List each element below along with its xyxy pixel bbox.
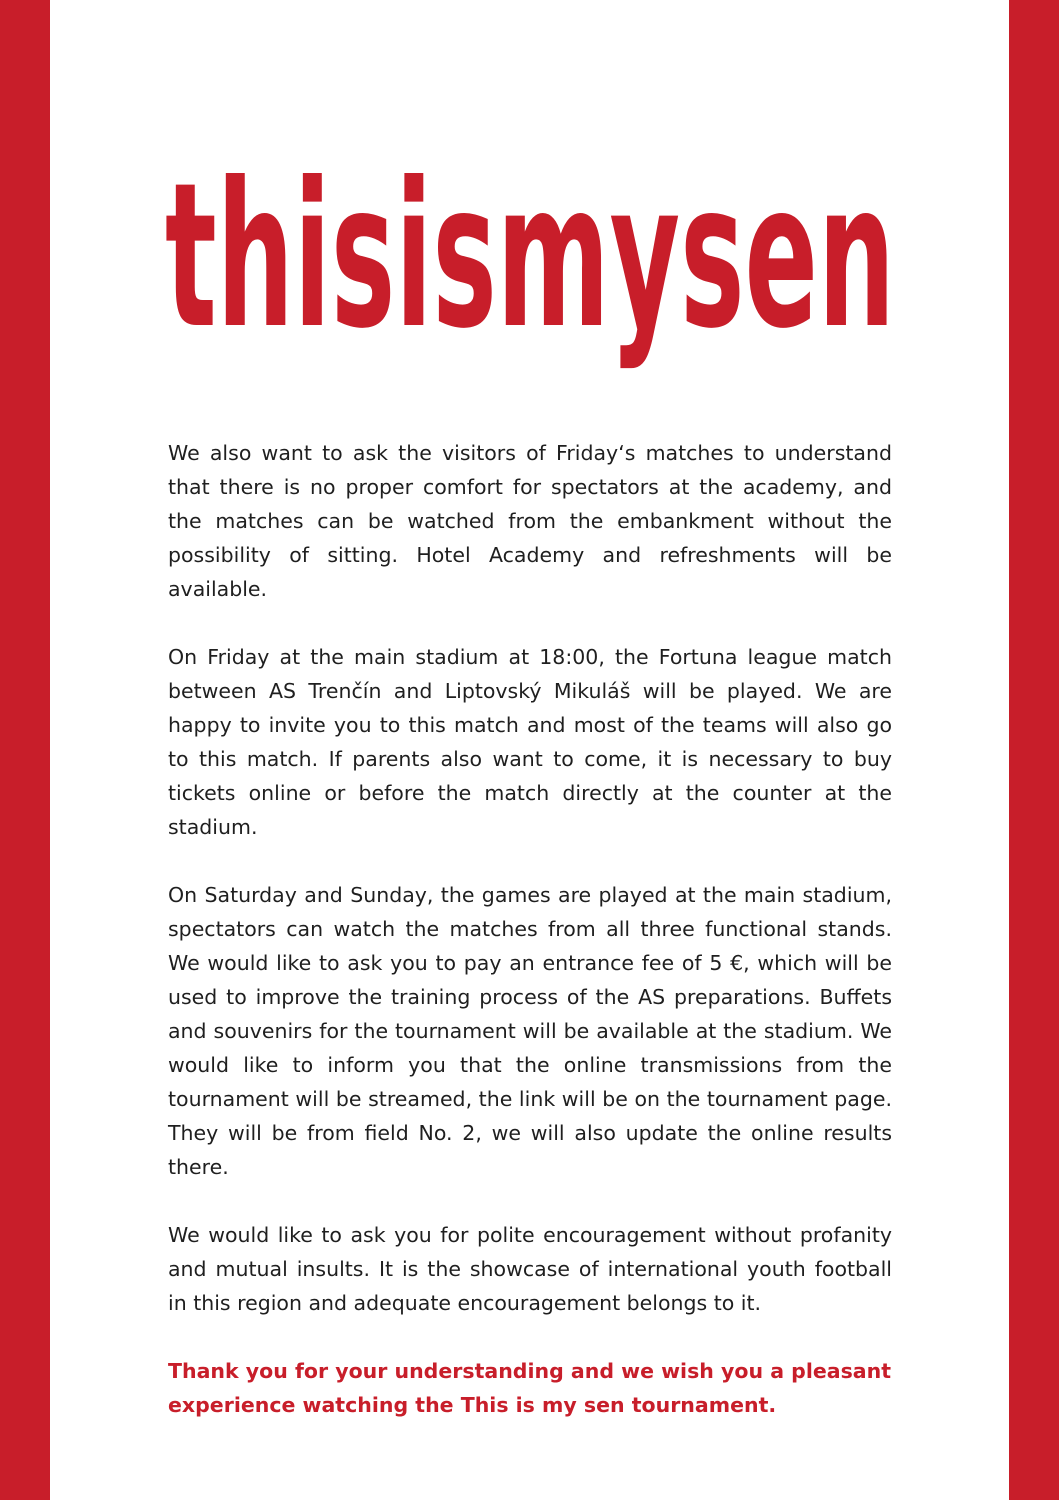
- right-red-band: [1009, 0, 1059, 1500]
- brand-logo: [160, 80, 900, 410]
- brand-logo-text: thisismysen: [165, 140, 895, 373]
- article-body: [168, 436, 892, 1456]
- left-red-band: [0, 0, 50, 1500]
- closing-thank-you: Thank you for your understanding and we wish you a pleasant experience watching the This is my sen tournament.: [168, 1359, 892, 1417]
- paragraph-weekend-games: On Saturday and Sunday, the games are played at the main stadium, spectators can watch the matches from all three functional stands. We would like to ask you to pay an entrance fee of 5 €, which will be used to improve the training process of the AS preparations. Buffets and souvenirs for the tournament will be available at the stadium. We would like to inform you that the online transmissions from the tournament will be streamed, the link will be on the tournament page. They will be from field No. 2, we will also update the online results there.: [168, 883, 892, 1179]
- paragraph-fortuna-league: On Friday at the main stadium at 18:00, the Fortuna league match between AS Trenčín and Liptovský Mikuláš will be played. We are happy to invite you to this match and most of the teams will also go to this match. If parents also want to come, it is necessary to buy tickets online or before the match directly at the counter at the stadium.: [168, 645, 892, 839]
- paragraph-encouragement: We would like to ask you for polite encouragement without profanity and mutual insults. It is the showcase of international youth football in this region and adequate encouragement belongs to it.: [168, 1223, 892, 1315]
- paragraph-friday-matches: We also want to ask the visitors of Friday‘s matches to understand that there is no proper comfort for spectators at the academy, and the matches can be watched from the embankment without the possibility of sitting. Hotel Academy and refreshments will be available.: [168, 441, 892, 601]
